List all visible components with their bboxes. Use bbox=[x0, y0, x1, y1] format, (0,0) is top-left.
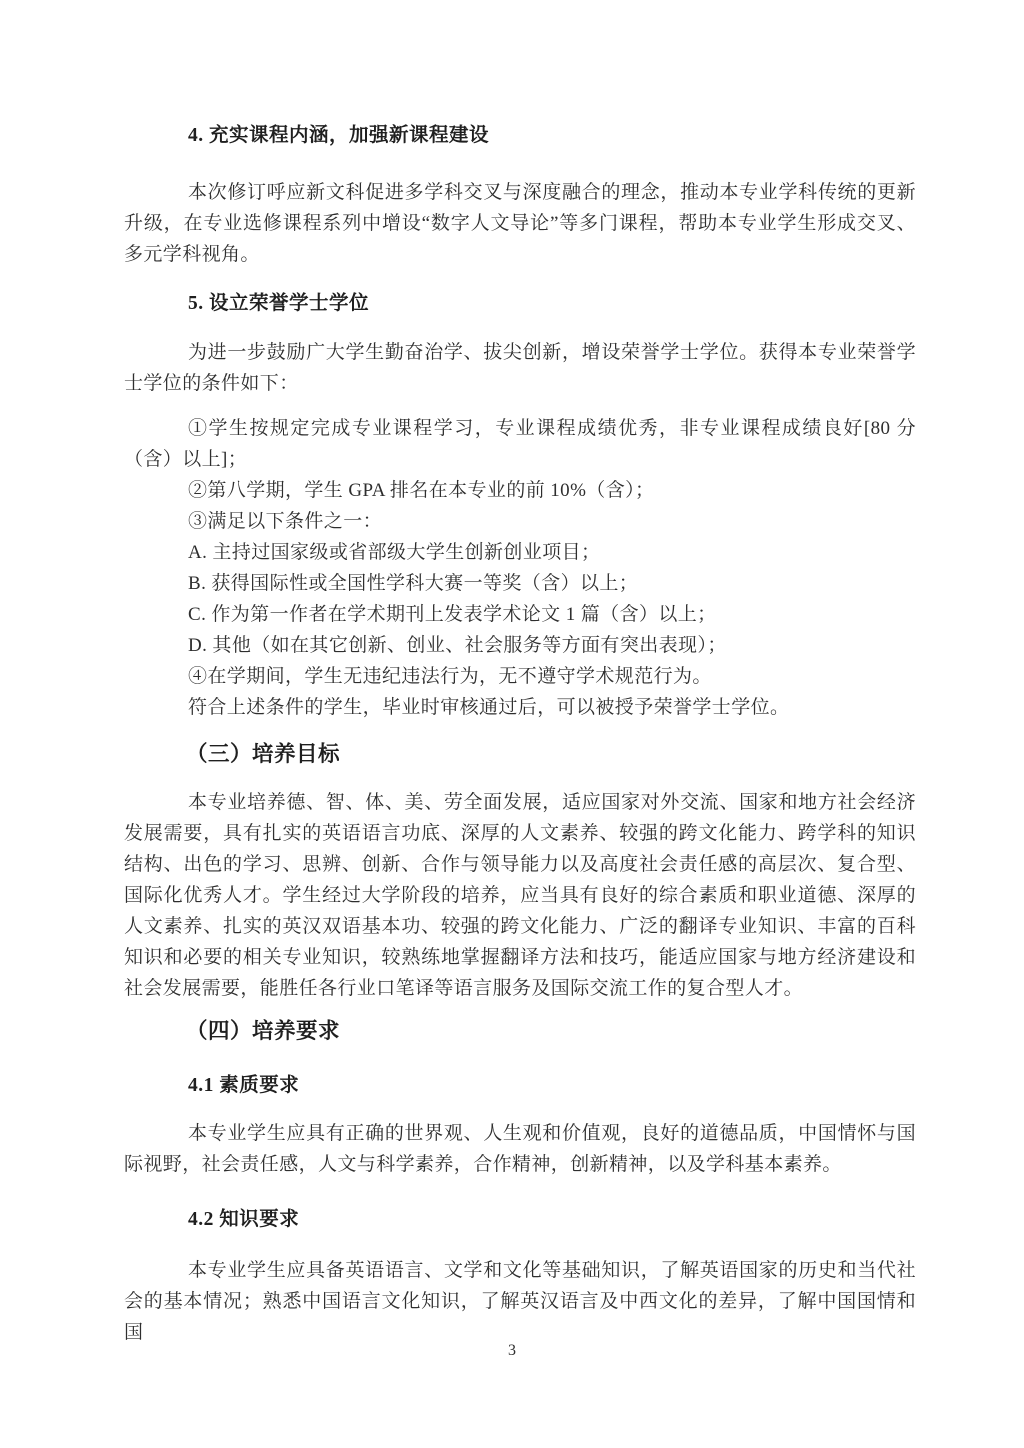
paragraph-course-revision: 本次修订呼应新文科促进多学科交叉与深度融合的理念，推动本专业学科传统的更新升级，在专业选修课程系列中增设“数字人文导论”等多门课程，帮助本专业学生形成交叉、多元学科视角。 bbox=[124, 182, 916, 265]
list-item-condition-3a: A. 主持过国家级或省部级大学生创新创业项目； bbox=[188, 542, 601, 563]
list-item-condition-3d: D. 其他（如在其它创新、创业、社会服务等方面有突出表现）； bbox=[188, 635, 727, 656]
heading-4-2-knowledge-requirements: 4.2 知识要求 bbox=[188, 1209, 300, 1230]
document-content bbox=[124, 120, 916, 1348]
list-item-condition-3: ③满足以下条件之一： bbox=[188, 511, 383, 532]
heading-section-3-training-goals: （三）培养目标 bbox=[186, 742, 341, 766]
page-number: 3 bbox=[508, 1342, 516, 1359]
list-item-condition-1: ①学生按规定完成专业课程学习，专业课程成绩优秀，非专业课程成绩良好[80 分（含）以上]； bbox=[124, 418, 916, 470]
paragraph-quality-requirements: 本专业学生应具有正确的世界观、人生观和价值观，良好的道德品质，中国情怀与国际视野，社会责任感，人文与科学素养，合作精神，创新精神，以及学科基本素养。 bbox=[124, 1123, 916, 1175]
list-item-condition-4: ④在学期间，学生无违纪违法行为，无不遵守学术规范行为。 bbox=[188, 666, 712, 687]
list-item-condition-3c: C. 作为第一作者在学术期刊上发表学术论文 1 篇（含）以上； bbox=[188, 604, 717, 625]
paragraph-honors-conclusion: 符合上述条件的学生，毕业时审核通过后，可以被授予荣誉学士学位。 bbox=[188, 697, 790, 718]
paragraph-honors-intro: 为进一步鼓励广大学生勤奋治学、拔尖创新，增设荣誉学士学位。获得本专业荣誉学士学位的条件如下： bbox=[124, 342, 916, 394]
list-item-condition-3b: B. 获得国际性或全国性学科大赛一等奖（含）以上； bbox=[188, 573, 639, 594]
paragraph-knowledge-requirements: 本专业学生应具备英语语言、文学和文化等基础知识，了解英语国家的历史和当代社会的基本情况；熟悉中国语言文化知识，了解英汉语言及中西文化的差异，了解中国国情和国 bbox=[124, 1260, 916, 1343]
heading-5-honors-degree: 5. 设立荣誉学士学位 bbox=[188, 293, 370, 314]
heading-4-course-content: 4. 充实课程内涵，加强新课程建设 bbox=[188, 125, 490, 146]
list-item-condition-2: ②第八学期，学生 GPA 排名在本专业的前 10%（含）； bbox=[188, 480, 655, 501]
paragraph-training-goals: 本专业培养德、智、体、美、劳全面发展，适应国家对外交流、国家和地方社会经济发展需要，具有扎实的英语语言功底、深厚的人文素养、较强的跨文化能力、跨学科的知识结构、出色的学习、思辨、创新、合作与领导能力以及高度社会责任感的高层次、复合型、国际化优秀人才。学生经过大学阶段的培养，应当具有良好的综合素质和职业道德、深厚的人文素养、扎实的英汉双语基本功、较强的跨文化能力、广泛的翻译专业知识、丰富的百科知识和必要的相关专业知识，较熟练地掌握翻译方法和技巧，能适应国家与地方经济建设和社会发展需要，能胜任各行业口笔译等语言服务及国际交流工作的复合型人才。 bbox=[124, 792, 916, 999]
heading-4-1-quality-requirements: 4.1 素质要求 bbox=[188, 1075, 300, 1096]
heading-section-4-training-requirements: （四）培养要求 bbox=[186, 1019, 341, 1043]
